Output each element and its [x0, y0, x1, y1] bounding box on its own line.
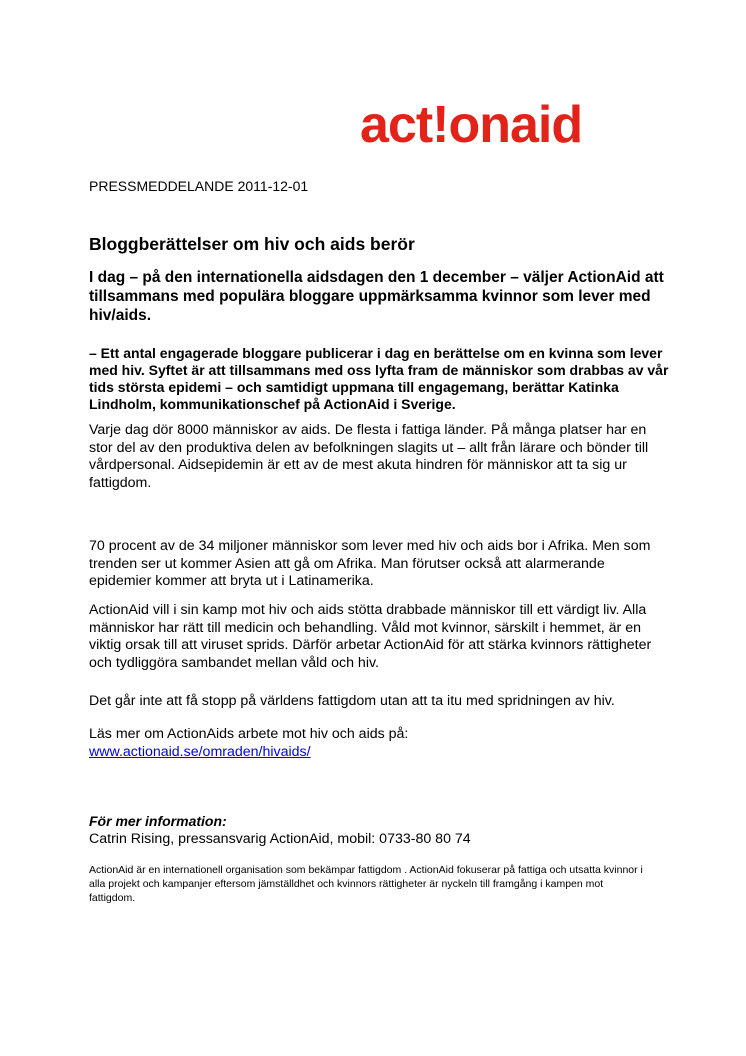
actionaid-logo [360, 100, 650, 152]
lead-paragraph: I dag – på den internationella aidsdagen den 1 december – väljer ActionAid att tillsammans med populära bloggare uppmärksamma kvinnor som lever med hiv/aids. [89, 269, 664, 324]
body-paragraph: ActionAid vill i sin kamp mot hiv och aids stötta drabbade människor till ett värdigt liv. Alla människor har rätt till medicin och behandling. Våld mot kvinnor, särskilt i hemmet, är en viktig orsak till att viruset sprids. Därför arbetar ActionAid för att stärka kvinnors rättigheter och tydliggöra sambandet mellan våld och hiv. [89, 602, 652, 671]
headline: Bloggberättelser om hiv och aids berör [89, 234, 415, 254]
hivaids-link[interactable]: www.actionaid.se/omraden/hivaids/ [89, 743, 311, 760]
body-paragraph: Det går inte att få stopp på världens fattigdom utan att ta itu med spridningen av hiv. [89, 693, 615, 709]
body-paragraph: 70 procent av de 34 miljoner människor som lever med hiv och aids bor i Afrika. Men som trenden ser ut kommer Asien att gå om Afrika. Man förutser också att alarmerande epidemier kommer att bryta ut i Latinamerika. [89, 538, 651, 589]
contact-heading: För mer information: [89, 813, 227, 829]
svg-text:act!onaid: act!onaid [360, 100, 583, 152]
read-more-text: Läs mer om ActionAids arbete mot hiv och aids på: [89, 726, 409, 742]
quote-paragraph: – Ett antal engagerade bloggare publicerar i dag en berättelse om en kvinna som lever med hiv. Syftet är att tillsammans med oss lyfta fram de människor som drabbas av vår tids största epidemi – och samtidigt uppmana till engagemang, berättar Katinka Lindholm, kommunikationschef på ActionAid i Sverige. [89, 345, 669, 412]
body-paragraph: Varje dag dör 8000 människor av aids. De flesta i fattiga länder. På många platser har en stor del av den produktiva delen av befolkningen slagits ut – allt från lärare och bönder till vårdpersonal. Aidsepidemin är ett av de mest akuta hindren för människor att ta sig ur fattigdom. [89, 422, 649, 491]
read-more [89, 726, 669, 761]
press-release-label: PRESSMEDDELANDE 2011-12-01 [89, 178, 309, 194]
about-actionaid: ActionAid är en internationell organisation som bekämpar fattigdom . ActionAid fokuserar på fattiga och utsatta kvinnor i alla projekt och kampanjer eftersom jämställdhet och kvinnors rättigheter är nyckeln till framgång i kampen mot fattigdom. [89, 864, 643, 904]
actionaid-logo-mark [360, 100, 650, 152]
contact-line: Catrin Rising, pressansvarig ActionAid, mobil: 0733-80 80 74 [89, 831, 471, 847]
